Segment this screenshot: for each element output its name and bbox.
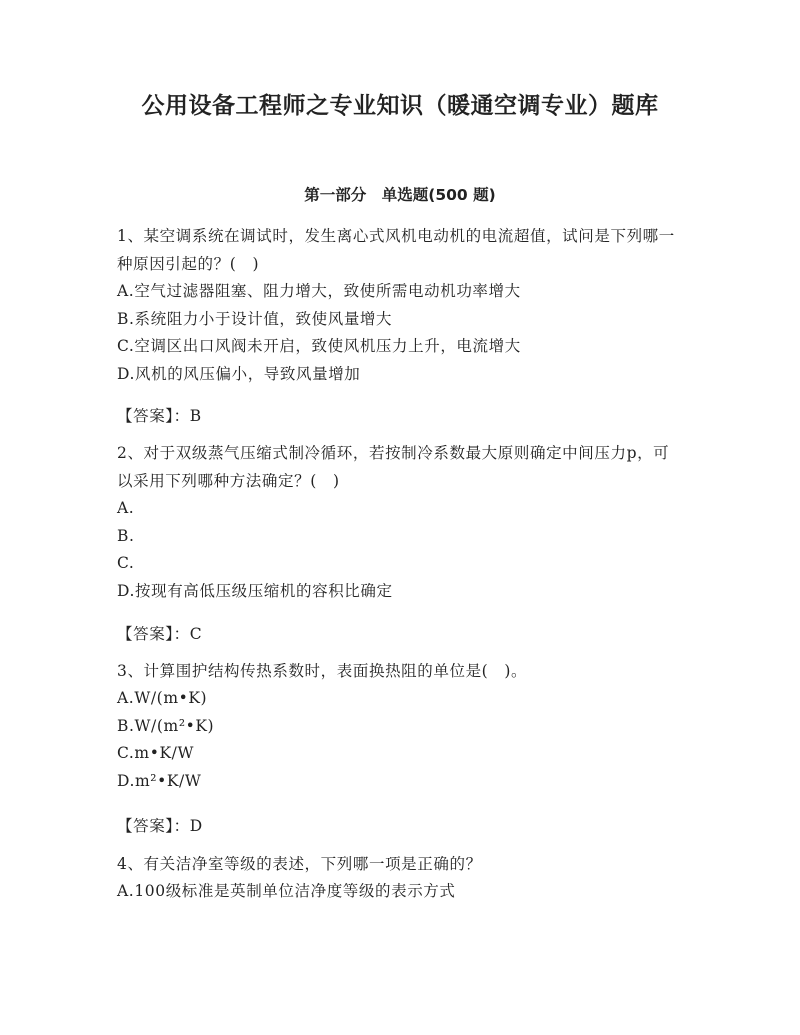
option-b: B.系统阻力小于设计值，致使风量增大 (117, 309, 393, 328)
option-d: D.m²•K/W (117, 771, 202, 790)
option-c: C. (117, 554, 135, 572)
question-1 (117, 222, 679, 430)
question-stem: 4、有关洁净室等级的表述，下列哪一项是正确的？ (117, 855, 482, 873)
section-heading: 第一部分 单选题(500 题) (304, 186, 496, 204)
question-stem: 3、计算围护结构传热系数时，表面换热阻的单位是( )。 (117, 662, 528, 680)
option-a: A.100级标准是英制单位洁净度等级的表示方式 (117, 882, 456, 900)
answer-line: 【答案】：B (117, 407, 202, 425)
option-b: B.W/(m²•K) (117, 716, 215, 735)
question-2 (117, 439, 679, 648)
question-stem: 2、对于双级蒸气压缩式制冷循环，若按制冷系数最大原则确定中间压力p，可以采用下列哪种方法确定？( ) (117, 444, 670, 490)
option-a: A.空气过滤器阻塞、阻力增大，致使所需电动机功率增大 (117, 282, 521, 300)
option-a: A.W/(m•K) (117, 689, 208, 707)
option-c: C.空调区出口风阀未开启，致使风机压力上升，电流增大 (117, 337, 521, 355)
option-b: B. (117, 526, 135, 545)
document-title: 公用设备工程师之专业知识（暖通空调专业）题库 (141, 93, 659, 119)
answer-line: 【答案】：D (117, 817, 203, 835)
question-list (117, 222, 679, 906)
option-d: D.按现有高低压级压缩机的容积比确定 (117, 581, 393, 600)
option-c: C.m•K/W (117, 744, 195, 762)
option-a: A. (117, 499, 135, 517)
question-4 (117, 850, 679, 906)
option-d: D.风机的风压偏小，导致风量增加 (117, 364, 361, 383)
question-3 (117, 657, 679, 840)
answer-line: 【答案】：C (117, 625, 203, 643)
question-stem: 1、某空调系统在调试时，发生离心式风机电动机的电流超值，试问是下列哪一种原因引起的？( ) (117, 227, 675, 273)
